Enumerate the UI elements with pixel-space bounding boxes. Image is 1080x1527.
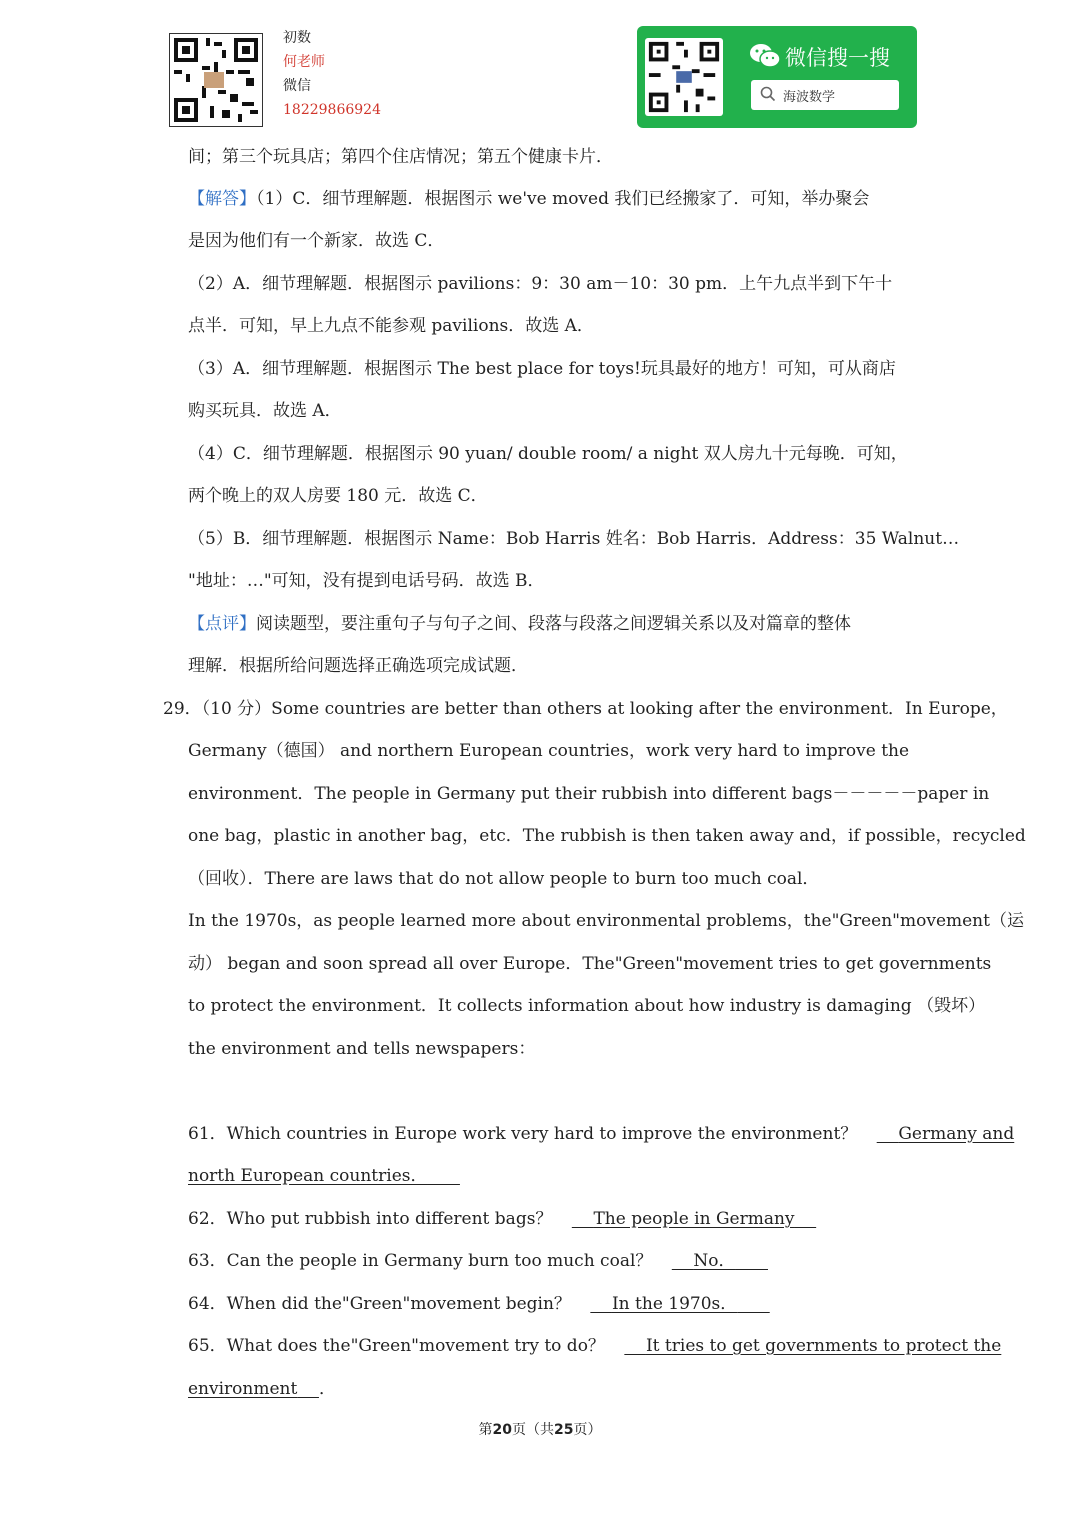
text-line: （回收）．There are laws that do not allow people to burn too much coal．	[188, 869, 820, 889]
page-total: 25	[554, 1422, 574, 1438]
question-61	[188, 1119, 1014, 1144]
wechat-search-box[interactable]	[751, 80, 899, 110]
text-line: Germany（德国） and northern European countries，work very hard to improve the	[188, 741, 910, 761]
answer-tail: ．	[318, 1379, 336, 1399]
text-line: （5）B．细节理解题．根据图示 Name：Bob Harris 姓名：Bob Harris．Address：35 Walnut…	[188, 529, 960, 549]
answer-text: The people in Germany	[593, 1209, 795, 1229]
text-line: 是因为他们有一个新家．故选 C．	[188, 231, 445, 251]
text-line: （1）C．细节理解题．根据图示 we've moved 我们已经搬家了．可知，举办聚会	[256, 189, 870, 209]
question-65-continued	[188, 1374, 336, 1399]
text-line: 两个晚上的双人房要 180 元．故选 C．	[188, 486, 488, 506]
text-line: "地址：…"可知，没有提到电话号码．故选 B．	[188, 571, 545, 591]
question-64	[188, 1289, 770, 1314]
question-29-stem: 29．（10 分）Some countries are better than others at looking after the environment．In Europe，	[163, 699, 1008, 719]
contact-info	[283, 26, 381, 122]
footer-suffix: 页）	[573, 1422, 602, 1438]
answer-text: No．	[693, 1251, 736, 1271]
question-63	[188, 1246, 768, 1271]
answer-label: 【解答】	[188, 189, 256, 209]
text-line: environment．The people in Germany put their rubbish into different bags－－－－－paper in	[188, 784, 990, 804]
text-line: （2）A．细节理解题．根据图示 pavilions：9：30 am－10：30 pm．上午九点半到下午十	[188, 274, 893, 294]
question-text: 65．What does the"Green"movement try to do？	[188, 1336, 605, 1356]
comment-paragraph	[188, 609, 851, 634]
contact-subject: 初数	[283, 30, 311, 46]
answer-text: Germany and	[898, 1124, 1015, 1144]
question-text: 63．Can the people in Germany burn too much coal？	[188, 1251, 653, 1271]
text-line: one bag，plastic in another bag，etc．The rubbish is then taken away and，if possible，recycled	[188, 826, 1026, 846]
wechat-search-text: 海波数学	[783, 90, 836, 105]
answer-text: north European countries．	[188, 1166, 428, 1186]
comment-label: 【点评】	[188, 614, 256, 634]
answer-paragraph	[188, 184, 869, 209]
question-61-continued	[188, 1161, 460, 1186]
page-number: 20	[492, 1422, 512, 1438]
text-line: 购买玩具．故选 A．	[188, 401, 342, 421]
footer-prefix: 第	[478, 1422, 493, 1438]
search-icon	[760, 86, 776, 106]
question-65	[188, 1331, 1001, 1356]
text-line: （4）C．细节理解题．根据图示 90 yuan/ double room/ a night 双人房九十元每晚．可知，	[188, 444, 908, 464]
page-footer	[0, 1419, 1080, 1439]
answer-text: In the 1970s．	[611, 1294, 738, 1314]
wechat-search-banner	[637, 26, 917, 128]
wechat-qr-icon	[645, 38, 723, 116]
text-line: 间；第三个玩具店；第四个住店情况；第五个健康卡片．	[188, 147, 613, 167]
text-line: 阅读题型，要注重句子与句子之间、段落与段落之间逻辑关系以及对篇章的整体	[256, 614, 851, 634]
wechat-logo-icon	[749, 43, 781, 74]
question-text: 61．Which countries in Europe work very hard to improve the environment？	[188, 1124, 858, 1144]
text-line: 动） began and soon spread all over Europe．The"Green"movement tries to get governments	[188, 954, 992, 974]
wechat-title-text: 微信搜一搜	[785, 46, 890, 70]
footer-mid: 页（共	[512, 1422, 554, 1438]
question-62	[188, 1204, 816, 1229]
text-line: the environment and tells newspapers：	[188, 1039, 536, 1059]
text-line: In the 1970s，as people learned more about environmental problems，the"Green"movement（运	[188, 911, 1024, 931]
text-line: to protect the environment．It collects information about how industry is damaging （毁坏）	[188, 996, 986, 1016]
question-text: 62．Who put rubbish into different bags？	[188, 1209, 553, 1229]
qr-code-icon	[169, 33, 263, 127]
text-line: （3）A．细节理解题．根据图示 The best place for toys!玩具最好的地方！可知，可从商店	[188, 359, 896, 379]
contact-wechat-label: 微信	[283, 78, 311, 94]
wechat-search-title	[749, 42, 890, 74]
text-line: 点半．可知，早上九点不能参观 pavilions．故选 A．	[188, 316, 594, 336]
contact-teacher: 何老师	[283, 54, 325, 70]
question-text: 64．When did the"Green"movement begin？	[188, 1294, 571, 1314]
answer-text: environment	[188, 1379, 298, 1399]
contact-phone: 18229866924	[283, 102, 381, 118]
answer-text: It tries to get governments to protect the	[645, 1336, 1002, 1356]
text-line: 理解．根据所给问题选择正确选项完成试题．	[188, 656, 528, 676]
